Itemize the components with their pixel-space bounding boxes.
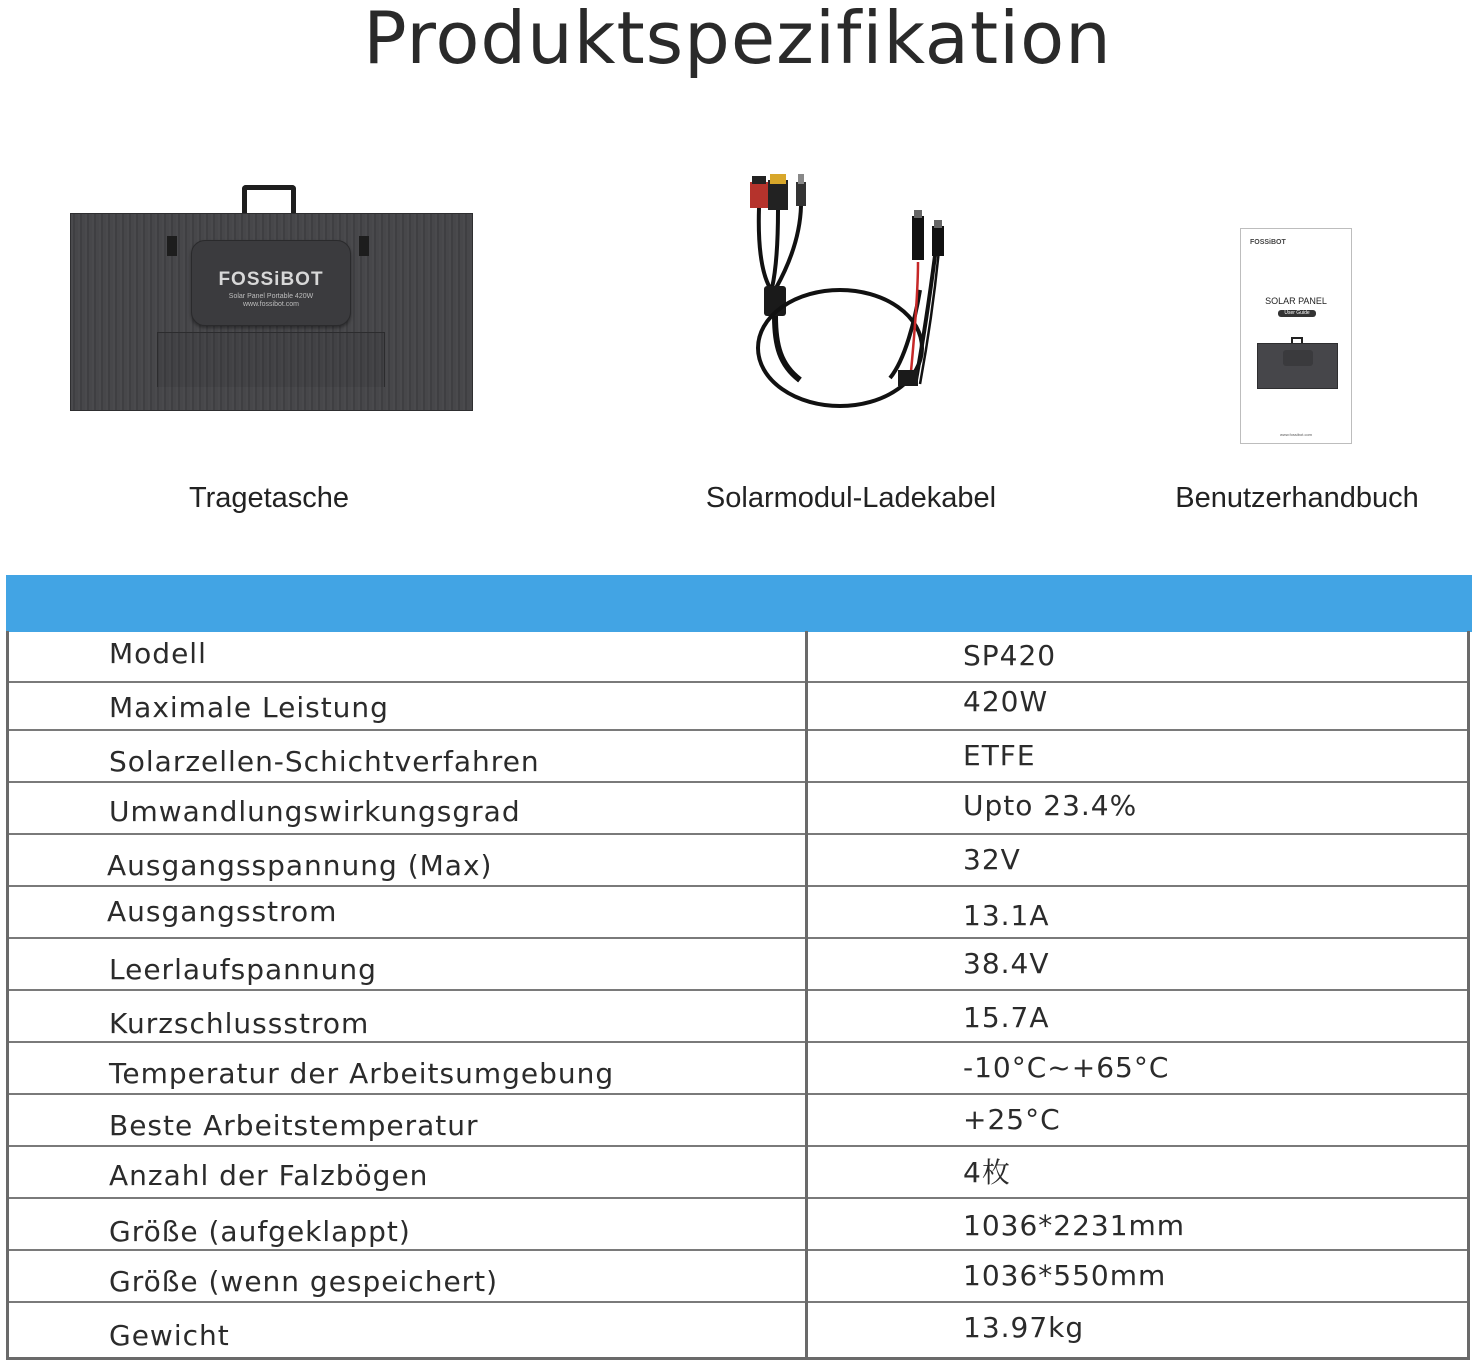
spec-value: 420W <box>963 685 1049 718</box>
connector-anderson <box>750 182 768 208</box>
bag-strap-right <box>359 236 369 256</box>
manual-subtitle: User Guide <box>1278 310 1316 317</box>
mc4-connector-a <box>912 216 924 260</box>
table-column-divider <box>805 631 808 1360</box>
bag-subline-1: Solar Panel Portable 420W <box>228 293 314 300</box>
spec-value: 13.1A <box>963 899 1050 932</box>
spec-label: Leerlaufspannung <box>109 953 377 986</box>
manual-title: SOLAR PANEL <box>1265 296 1327 306</box>
page-title: Produktspezifikation <box>363 0 1112 80</box>
spec-table <box>6 575 1472 1360</box>
bag-strap-left <box>167 236 177 256</box>
bag-pocket <box>157 332 385 387</box>
spec-value: 13.97kg <box>963 1311 1085 1344</box>
spec-label: Beste Arbeitstemperatur <box>109 1109 479 1142</box>
table-row <box>8 887 1470 939</box>
manual-bag-plate <box>1283 350 1313 366</box>
table-row <box>8 679 1470 731</box>
manual-bag-illustration <box>1257 343 1338 389</box>
product-label-manual: Benutzerhandbuch <box>1175 482 1419 514</box>
bag-brand-logo: FOSSiBOT <box>218 269 324 290</box>
spec-value: 1036*550mm <box>963 1259 1167 1292</box>
spec-table-header-bar <box>6 575 1472 632</box>
spec-label: Temperatur der Arbeitsumgebung <box>109 1057 615 1090</box>
spec-value: -10°C~+65°C <box>963 1051 1170 1084</box>
spec-label: Maximale Leistung <box>109 691 389 724</box>
table-row <box>8 631 1470 683</box>
spec-label: Größe (aufgeklappt) <box>109 1215 411 1248</box>
bag-sub <box>192 293 350 309</box>
table-row <box>8 1147 1470 1199</box>
connector-xt60 <box>768 180 788 210</box>
spec-label: Ausgangsspannung (Max) <box>107 849 493 882</box>
connector-dc <box>796 182 806 206</box>
table-row <box>8 939 1470 991</box>
spec-label: Ausgangsstrom <box>107 895 338 928</box>
charging-cable-icon <box>720 170 980 435</box>
table-row <box>8 1251 1470 1303</box>
spec-value: 38.4V <box>963 947 1050 980</box>
bag-logo-plate <box>191 240 351 326</box>
spec-label: Modell <box>109 637 207 670</box>
spec-value: +25°C <box>963 1103 1061 1136</box>
spec-value: 32V <box>963 843 1021 876</box>
mc4-connector-b <box>932 226 944 256</box>
table-row <box>8 1199 1470 1251</box>
spec-label: Gewicht <box>109 1319 230 1352</box>
table-row <box>8 783 1470 835</box>
user-manual-icon <box>1240 228 1352 444</box>
bag-handle <box>242 185 296 215</box>
spec-label: Umwandlungswirkungsgrad <box>109 795 521 828</box>
table-border-left <box>6 631 9 1360</box>
table-row <box>8 835 1470 887</box>
table-row <box>8 1095 1470 1147</box>
manual-url: www.fossibot.com <box>1279 432 1312 437</box>
table-row <box>8 1043 1470 1095</box>
table-border-right <box>1467 631 1470 1360</box>
bag-subline-2: www.fossibot.com <box>242 301 300 308</box>
spec-value: 15.7A <box>963 1001 1050 1034</box>
product-label-cable: Solarmodul-Ladekabel <box>705 482 997 514</box>
spec-value: 4枚 <box>963 1156 1011 1189</box>
spec-value: Upto 23.4% <box>963 789 1138 822</box>
spec-label: Größe (wenn gespeichert) <box>109 1265 499 1298</box>
carry-bag-image <box>70 213 473 411</box>
spec-value: 1036*2231mm <box>963 1209 1186 1242</box>
product-label-carry-bag: Tragetasche <box>188 482 350 514</box>
table-row <box>8 991 1470 1043</box>
table-border-bottom <box>6 1357 1470 1360</box>
manual-brand: FOSSiBOT <box>1250 239 1286 246</box>
table-row <box>8 1303 1470 1355</box>
spec-value: SP420 <box>963 639 1057 672</box>
spec-label: Kurzschlussstrom <box>109 1007 370 1040</box>
spec-value: ETFE <box>963 739 1036 772</box>
spec-label: Anzahl der Falzbögen <box>109 1159 429 1192</box>
table-row <box>8 731 1470 783</box>
spec-label: Solarzellen-Schichtverfahren <box>109 745 540 778</box>
